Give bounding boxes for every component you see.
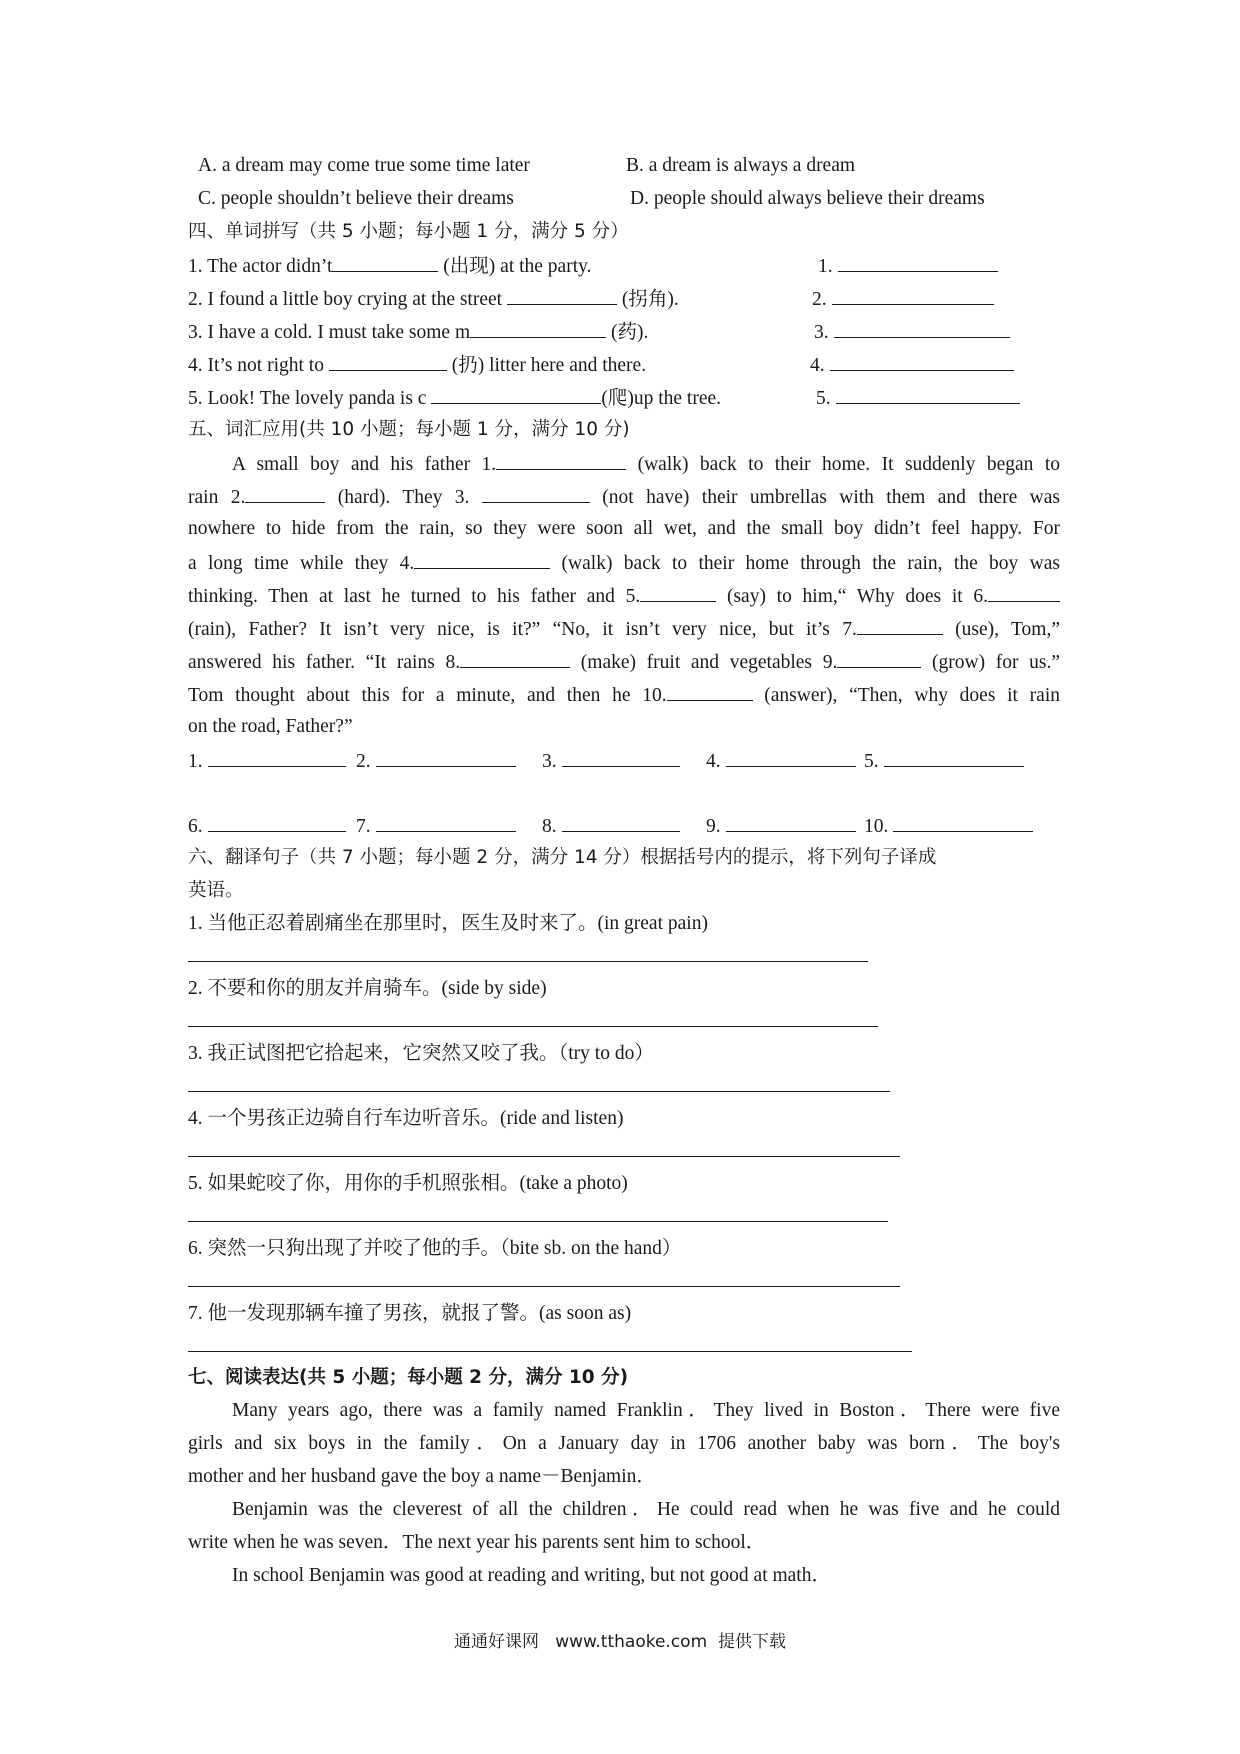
section6-heading: 六、翻译句子（共 7 小题；每小题 2 分，满分 14 分）根据括号内的提示，将下列句子译成 [188, 847, 937, 868]
answer-blank[interactable] [836, 385, 1020, 404]
answer-blank[interactable] [208, 813, 346, 832]
passage-line-9: on the road, Father?” [188, 716, 353, 737]
passage-line-5: thinking. Then at last he turned to his father and 5. (say) to him,“ Why does it 6. [188, 583, 1060, 609]
passage-line-6: (rain), Father? It isn’t very nice, is it?” “No, it isn’t very nice, but it’s 7. (use), Tom,” [188, 616, 1060, 642]
answer-blank[interactable] [834, 319, 1010, 338]
page-footer: 通通好课网 www.tthaoke.com 提供下载 [454, 1632, 786, 1652]
answer-blank[interactable] [667, 682, 753, 701]
choice-d: D. people should always believe their dreams [630, 188, 985, 209]
translation-question-3: 3. 我正试图把它拾起来，它突然又咬了我。（try to do） [188, 1043, 654, 1064]
answer-blank[interactable] [414, 550, 550, 569]
answer-blank[interactable] [507, 286, 617, 305]
section4-heading: 四、单词拼写（共 5 小题；每小题 1 分，满分 5 分） [188, 221, 629, 242]
spelling-answer-5: 5. [816, 385, 1020, 411]
answer-blank[interactable] [482, 484, 590, 503]
spelling-question-4: 4. It’s not right to (扔) litter here and there. [188, 352, 646, 378]
choice-a: A. a dream may come true some time later [198, 155, 530, 176]
translation-question-6: 6. 突然一只狗出现了并咬了他的手。（bite sb. on the hand） [188, 1238, 682, 1259]
reading-line-4: Benjamin was the cleverest of all the children．He could read when he was five and he could [232, 1499, 1060, 1520]
vocab-answer-6: 6. [188, 813, 346, 839]
vocab-answer-3: 3. [542, 748, 680, 774]
spelling-question-3: 3. I have a cold. I must take some m (药). [188, 319, 648, 345]
spelling-answer-2: 2. [812, 286, 994, 312]
reading-line-6: In school Benjamin was good at reading and writing, but not good at math． [232, 1565, 831, 1586]
passage-line-1: A small boy and his father 1. (walk) back to their home. It suddenly began to [232, 451, 1060, 477]
vocab-answer-1: 1. [188, 748, 346, 774]
answer-blank[interactable] [245, 484, 325, 503]
vocab-answer-2: 2. [356, 748, 516, 774]
answer-blank[interactable] [832, 286, 994, 305]
vocab-answer-10: 10. [864, 813, 1033, 839]
spelling-answer-1: 1. [818, 253, 998, 279]
answer-blank[interactable] [884, 748, 1024, 767]
answer-blank[interactable] [893, 813, 1033, 832]
answer-line[interactable] [188, 1351, 912, 1352]
passage-line-2: rain 2. (hard). They 3. (not have) their umbrellas with them and there was [188, 484, 1060, 510]
passage-line-8: Tom thought about this for a minute, and then he 10. (answer), “Then, why does it rain [188, 682, 1060, 708]
vocab-answer-8: 8. [542, 813, 680, 839]
answer-blank[interactable] [496, 451, 626, 470]
answer-blank[interactable] [431, 385, 601, 404]
answer-blank[interactable] [460, 649, 570, 668]
answer-line[interactable] [188, 1026, 878, 1027]
answer-blank[interactable] [332, 253, 438, 272]
section7-heading: 七、阅读表达(共 5 小题；每小题 2 分，满分 10 分) [188, 1367, 629, 1388]
spelling-question-1: 1. The actor didn’t (出现) at the party. [188, 253, 591, 279]
translation-question-1: 1. 当他正忍着剧痛坐在那里时，医生及时来了。(in great pain) [188, 913, 708, 934]
answer-blank[interactable] [837, 649, 921, 668]
answer-blank[interactable] [329, 352, 447, 371]
answer-line[interactable] [188, 1091, 890, 1092]
answer-blank[interactable] [726, 748, 856, 767]
reading-line-3: mother and her husband gave the boy a name－Benjamin． [188, 1466, 656, 1487]
spelling-question-2: 2. I found a little boy crying at the street (拐角). [188, 286, 679, 312]
answer-line[interactable] [188, 1156, 900, 1157]
translation-question-7: 7. 他一发现那辆车撞了男孩，就报了警。(as soon as) [188, 1303, 632, 1324]
passage-line-4: a long time while they 4. (walk) back to their home through the rain, the boy was [188, 550, 1060, 576]
reading-line-2: girls and six boys in the family．On a January day in 1706 another baby was born．The boy's [188, 1433, 1060, 1454]
vocab-answer-7: 7. [356, 813, 516, 839]
answer-blank[interactable] [838, 253, 998, 272]
vocab-answer-4: 4. [706, 748, 856, 774]
answer-blank[interactable] [988, 583, 1060, 602]
answer-line[interactable] [188, 1286, 900, 1287]
section6-heading-cont: 英语。 [188, 880, 244, 901]
translation-question-5: 5. 如果蛇咬了你，用你的手机照张相。(take a photo) [188, 1173, 628, 1194]
answer-blank[interactable] [470, 319, 606, 338]
translation-question-2: 2. 不要和你的朋友并肩骑车。(side by side) [188, 978, 547, 999]
answer-blank[interactable] [376, 813, 516, 832]
answer-blank[interactable] [376, 748, 516, 767]
choice-b: B. a dream is always a dream [626, 155, 856, 176]
answer-blank[interactable] [208, 748, 346, 767]
answer-blank[interactable] [830, 352, 1014, 371]
reading-line-1: Many years ago, there was a family named Franklin．They lived in Boston．There were five [232, 1400, 1060, 1421]
reading-line-5: write when he was seven．The next year his parents sent him to school． [188, 1532, 766, 1553]
spelling-answer-4: 4. [810, 352, 1014, 378]
passage-line-3: nowhere to hide from the rain, so they were soon all wet, and the small boy didn’t feel happy. For [188, 518, 1060, 539]
vocab-answer-9: 9. [706, 813, 856, 839]
answer-blank[interactable] [562, 748, 680, 767]
spelling-question-5: 5. Look! The lovely panda is c (爬)up the tree. [188, 385, 721, 411]
answer-line[interactable] [188, 1221, 888, 1222]
section5-heading: 五、词汇应用(共 10 小题；每小题 1 分，满分 10 分) [188, 419, 630, 440]
spelling-answer-3: 3. [814, 319, 1010, 345]
answer-line[interactable] [188, 961, 868, 962]
translation-question-4: 4. 一个男孩正边骑自行车边听音乐。(ride and listen) [188, 1108, 624, 1129]
passage-line-7: answered his father. “It rains 8. (make) fruit and vegetables 9. (grow) for us.” [188, 649, 1060, 675]
answer-blank[interactable] [640, 583, 716, 602]
vocab-answer-5: 5. [864, 748, 1024, 774]
answer-blank[interactable] [857, 616, 943, 635]
answer-blank[interactable] [726, 813, 856, 832]
choice-c: C. people shouldn’t believe their dreams [198, 188, 514, 209]
answer-blank[interactable] [562, 813, 680, 832]
